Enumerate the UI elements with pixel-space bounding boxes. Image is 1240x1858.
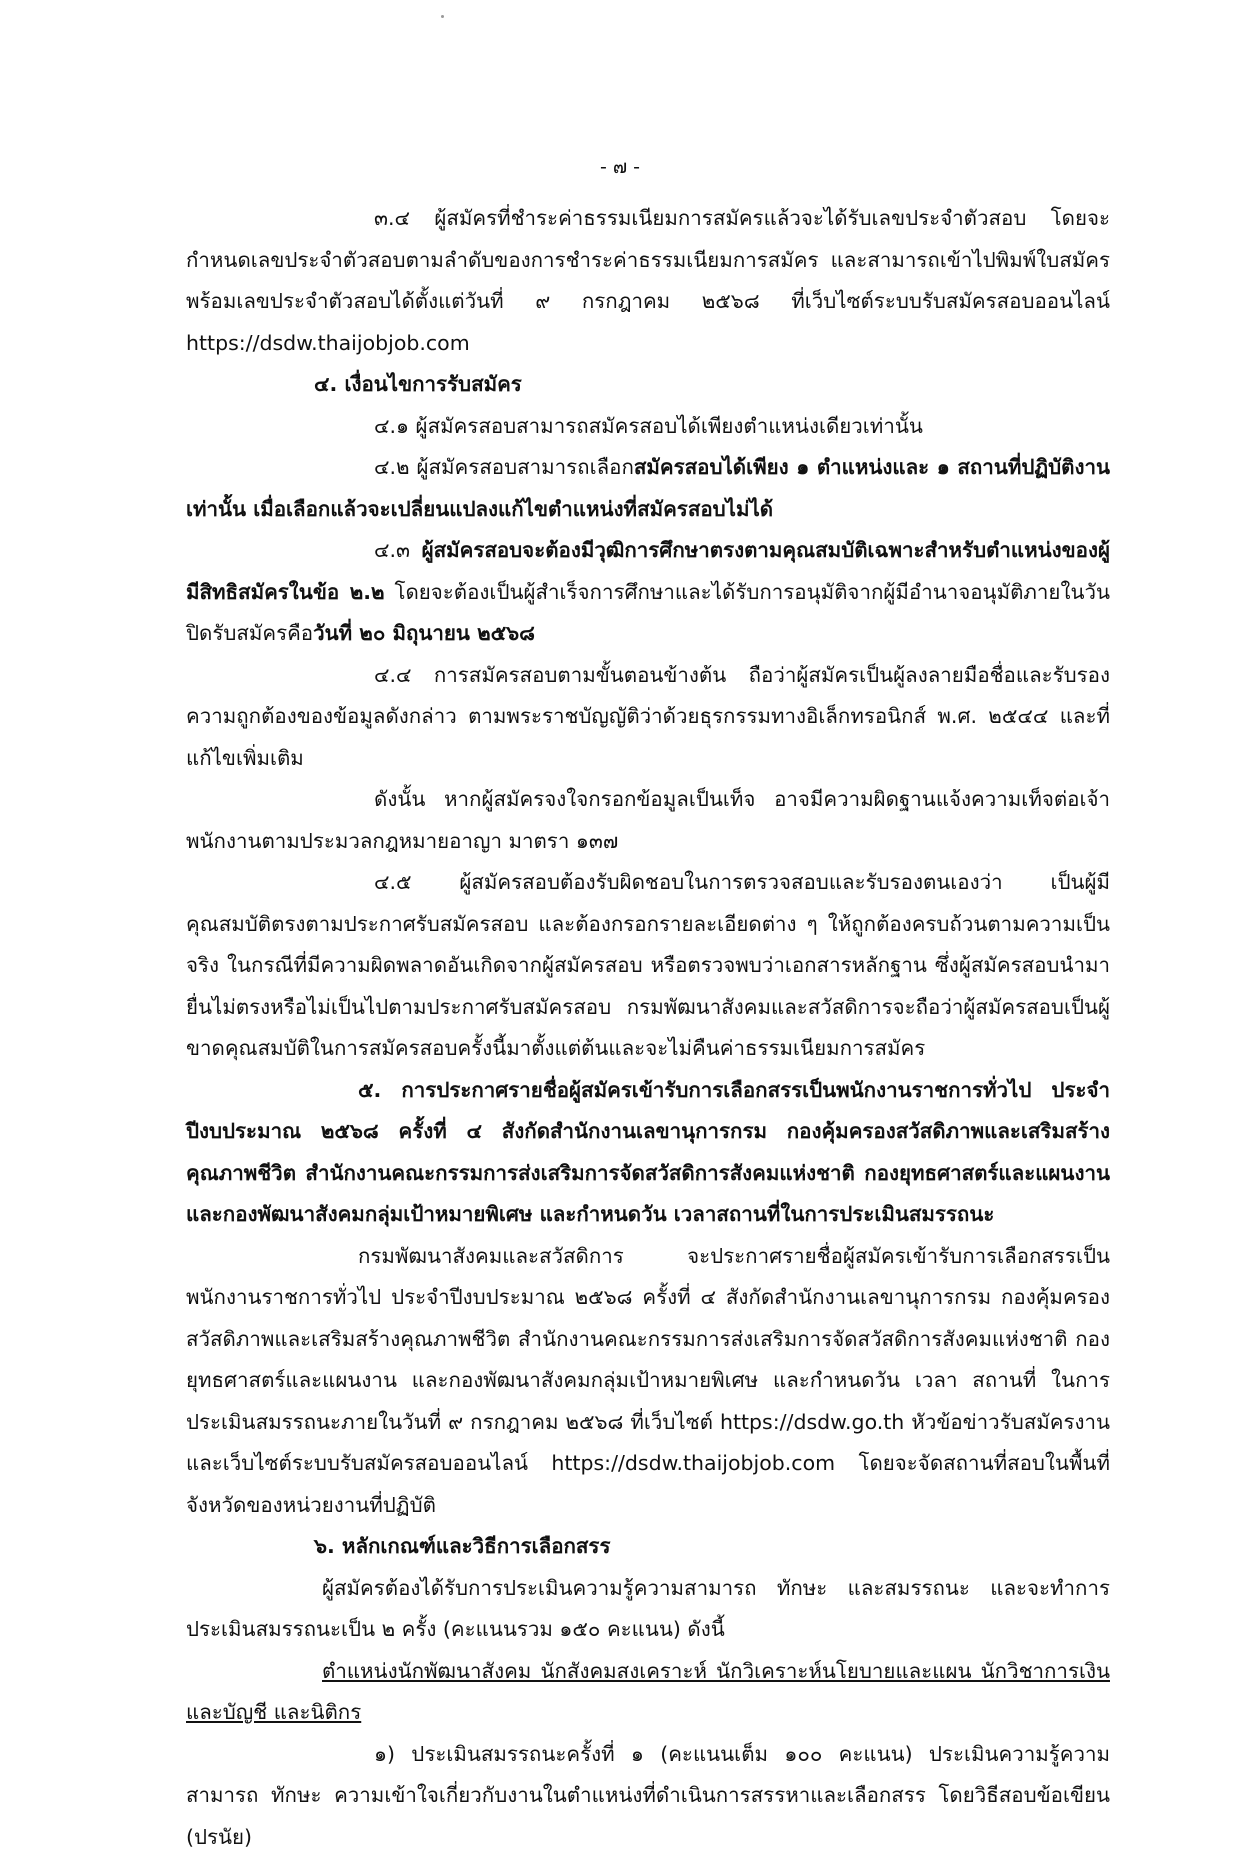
document-body (186, 198, 1110, 1858)
paragraph-4-3-text: โดยจะต้องเป็นผู้สำเร็จการศึกษาและได้รับการอนุมัติจากผู้มีอำนาจอนุมัติภายในวันปิดรับสมัครคือ (186, 580, 1110, 646)
heading-6: ๖. หลักเกณฑ์และวิธีการเลือกสรร (186, 1526, 1110, 1568)
paragraph-4-3 (186, 530, 1110, 655)
paragraph-4-4: ๔.๔ การสมัครสอบตามขั้นตอนข้างต้น ถือว่าผู้สมัครเป็นผู้ลงลายมือชื่อและรับรองความถูกต้องของข้อมูลดังกล่าว ตามพระราชบัญญัติว่าด้วยธุรกรรมทางอิเล็กทรอนิกส์ พ.ศ. ๒๕๔๔ และที่แก้ไขเพิ่มเติม (186, 655, 1110, 780)
paragraph-4-2-emphasis: สมัครสอบได้เพียง ๑ ตำแหน่งและ ๑ สถานที่ปฏิบัติงานเท่านั้น เมื่อเลือกแล้วจะเปลี่ยนแปลงแก้ไขตำแหน่งที่สมัครสอบไม่ได้ (186, 455, 1110, 521)
scan-speck (441, 15, 444, 18)
paragraph-6-1: ๑) ประเมินสมรรถนะครั้งที่ ๑ (คะแนนเต็ม ๑๐๐ คะแนน) ประเมินความรู้ความสามารถ ทักษะ ความเข้าใจเกี่ยวกับงานในตำแหน่งที่ดำเนินการสรรหาและเลือกสรร โดยวิธีสอบข้อเขียน (ปรนัย) (186, 1734, 1110, 1858)
paragraph-5: กรมพัฒนาสังคมและสวัสดิการ จะประกาศรายชื่อผู้สมัครเข้ารับการเลือกสรรเป็นพนักงานราชการทั่วไป ประจำปีงบประมาณ ๒๕๖๘ ครั้งที่ ๔ สังกัดสำนักงานเลขานุการกรม กองคุ้มครองสวัสดิภาพและเสริมสร้างคุณภาพชีวิต สำนักงานคณะกรรมการส่งเสริมการจัดสวัสดิการสังคมแห่งชาติ กองยุทธศาสตร์และแผนงาน และกองพัฒนาสังคมกลุ่มเป้าหมายพิเศษ และกำหนดวัน เวลา สถานที่ ในการประเมินสมรรถนะภายในวันที่ ๙ กรกฎาคม ๒๕๖๘ ที่เว็บไซต์ https://dsdw.go.th หัวข้อข่าวรับสมัครงานและเว็บไซต์ระบบรับสมัครสอบออนไลน์ https://dsdw.thaijobjob.com โดยจะจัดสถานที่สอบในพื้นที่จังหวัดของหน่วยงานที่ปฏิบัติ (186, 1236, 1110, 1527)
paragraph-4-4-warning: ดังนั้น หากผู้สมัครจงใจกรอกข้อมูลเป็นเท็จ อาจมีความผิดฐานแจ้งความเท็จต่อเจ้าพนักงานตามประมวลกฎหมายอาญา มาตรา ๑๓๗ (186, 779, 1110, 862)
paragraph-4-2 (186, 447, 1110, 530)
page-number: - ๗ - (0, 152, 1240, 182)
paragraph-6-positions (186, 1651, 1110, 1734)
paragraph-4-5: ๔.๕ ผู้สมัครสอบต้องรับผิดชอบในการตรวจสอบและรับรองตนเองว่า เป็นผู้มีคุณสมบัติตรงตามประกาศรับสมัครสอบ และต้องกรอกรายละเอียดต่าง ๆ ให้ถูกต้องครบถ้วนตามความเป็นจริง ในกรณีที่มีความผิดพลาดอันเกิดจากผู้สมัครสอบ หรือตรวจพบว่าเอกสารหลักฐาน ซึ่งผู้สมัครสอบนำมายื่นไม่ตรงหรือไม่เป็นไปตามประกาศรับสมัครสอบ กรมพัฒนาสังคมและสวัสดิการจะถือว่าผู้สมัครสอบเป็นผู้ขาดคุณสมบัติในการสมัครสอบครั้งนี้มาตั้งแต่ต้นและจะไม่คืนค่าธรรมเนียมการสมัคร (186, 862, 1110, 1070)
paragraph-4-1: ๔.๑ ผู้สมัครสอบสามารถสมัครสอบได้เพียงตำแหน่งเดียวเท่านั้น (186, 406, 1110, 448)
paragraph-4-3-date: วันที่ ๒๐ มิถุนายน ๒๕๖๘ (313, 621, 535, 645)
paragraph-4-2-lead: ๔.๒ ผู้สมัครสอบสามารถเลือก (374, 455, 634, 479)
positions-list: ตำแหน่งนักพัฒนาสังคม นักสังคมสงเคราะห์ นักวิเคราะห์นโยบายและแผน นักวิชาการเงินและบัญชี และนิติกร (186, 1659, 1110, 1725)
heading-5: ๕. การประกาศรายชื่อผู้สมัครเข้ารับการเลือกสรรเป็นพนักงานราชการทั่วไป ประจำปีงบประมาณ ๒๕๖๘ ครั้งที่ ๔ สังกัดสำนักงานเลขานุการกรม กองคุ้มครองสวัสดิภาพและเสริมสร้างคุณภาพชีวิต สำนักงานคณะกรรมการส่งเสริมการจัดสวัสดิการสังคมแห่งชาติ กองยุทธศาสตร์และแผนงาน และกองพัฒนาสังคมกลุ่มเป้าหมายพิเศษ และกำหนดวัน เวลาสถานที่ในการประเมินสมรรถนะ (186, 1070, 1110, 1236)
paragraph-3-4: ๓.๔ ผู้สมัครที่ชำระค่าธรรมเนียมการสมัครแล้วจะได้รับเลขประจำตัวสอบ โดยจะกำหนดเลขประจำตัวสอบตามลำดับของการชำระค่าธรรมเนียมการสมัคร และสามารถเข้าไปพิมพ์ใบสมัครพร้อมเลขประจำตัวสอบได้ตั้งแต่วันที่ ๙ กรกฎาคม ๒๕๖๘ ที่เว็บไซต์ระบบรับสมัครสอบออนไลน์ https://dsdw.thaijobjob.com (186, 198, 1110, 364)
paragraph-4-3-number: ๔.๓ (374, 538, 422, 562)
paragraph-6: ผู้สมัครต้องได้รับการประเมินความรู้ความสามารถ ทักษะ และสมรรถนะ และจะทำการประเมินสมรรถนะเป็น ๒ ครั้ง (คะแนนรวม ๑๕๐ คะแนน) ดังนี้ (186, 1568, 1110, 1651)
heading-4: ๔. เงื่อนไขการรับสมัคร (186, 364, 1110, 406)
paragraph-4-3-emphasis: ผู้สมัครสอบจะต้องมีวุฒิการศึกษาตรงตามคุณสมบัติเฉพาะสำหรับตำแหน่งของผู้มีสิทธิสมัครในข้อ ๒.๒ (186, 538, 1110, 604)
